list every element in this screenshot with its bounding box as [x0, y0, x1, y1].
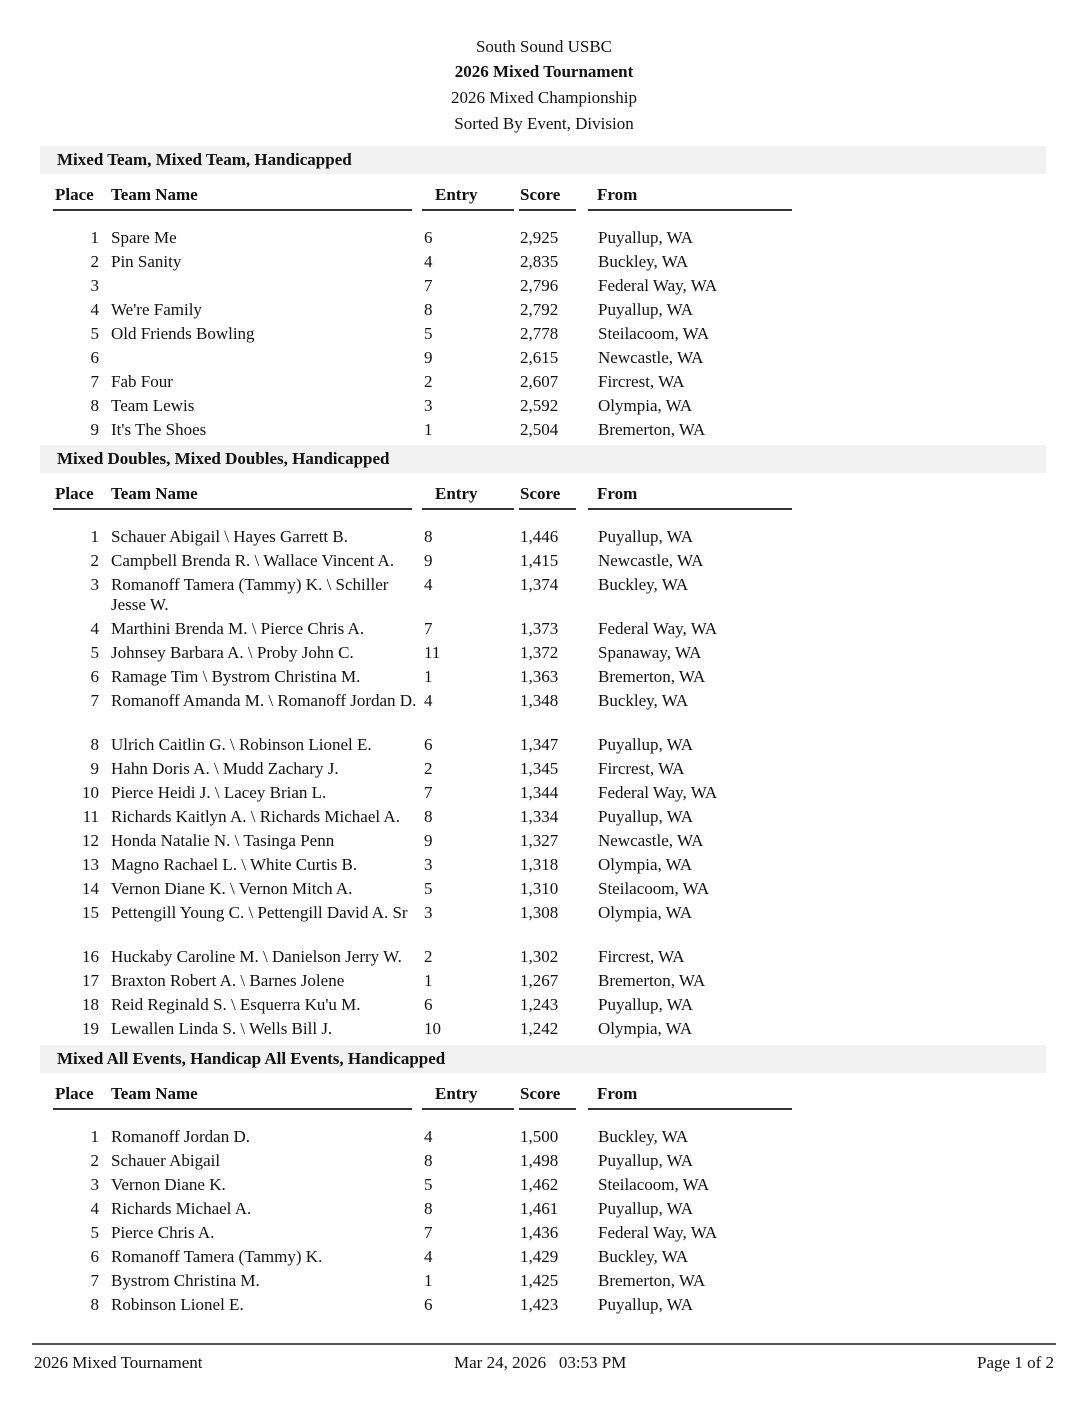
team-name-cell: Fab Four [111, 372, 173, 391]
place-cell: 3 [90, 575, 99, 594]
from-cell: Puyallup, WA [598, 228, 694, 247]
team-name-cell: We're Family [111, 300, 202, 319]
footer-timestamp: Mar 24, 2026 03:53 PM [454, 1353, 627, 1372]
team-name-cell: Huckaby Caroline M. \ Danielson Jerry W. [111, 947, 402, 966]
team-name-cell: Campbell Brenda R. \ Wallace Vincent A. [111, 551, 395, 570]
entry-cell: 11 [424, 643, 441, 662]
from-cell: Steilacoom, WA [598, 324, 710, 343]
entry-cell: 3 [424, 855, 433, 874]
section-title: Mixed All Events, Handicap All Events, Handicapped [57, 1049, 446, 1068]
place-cell: 8 [90, 735, 99, 754]
from-cell: Olympia, WA [598, 903, 693, 922]
entry-cell: 8 [424, 807, 433, 826]
from-cell: Fircrest, WA [598, 372, 685, 391]
column-header-score: Score [520, 484, 561, 503]
score-cell: 2,607 [520, 372, 559, 391]
score-cell: 2,778 [520, 324, 559, 343]
from-cell: Puyallup, WA [598, 807, 694, 826]
place-cell: 3 [90, 1175, 99, 1194]
from-cell: Newcastle, WA [598, 348, 704, 367]
score-cell: 1,462 [520, 1175, 559, 1194]
team-name-cell: Richards Kaitlyn A. \ Richards Michael A. [111, 807, 400, 826]
score-cell: 2,835 [520, 252, 559, 271]
entry-cell: 7 [424, 783, 433, 802]
column-header-row [0, 1084, 1088, 1114]
from-cell: Federal Way, WA [598, 1223, 718, 1242]
from-cell: Puyallup, WA [598, 735, 694, 754]
score-cell: 1,446 [520, 527, 559, 546]
score-cell: 1,302 [520, 947, 559, 966]
team-name-cell: Team Lewis [111, 396, 195, 415]
place-cell: 1 [90, 1127, 99, 1146]
place-cell: 8 [90, 1295, 99, 1314]
team-name-cell: Bystrom Christina M. [111, 1271, 260, 1290]
score-cell: 2,796 [520, 276, 559, 295]
score-cell: 1,461 [520, 1199, 559, 1218]
score-cell: 1,308 [520, 903, 559, 922]
column-header-score: Score [520, 185, 561, 204]
place-cell: 2 [90, 252, 99, 271]
entry-cell: 1 [424, 971, 433, 990]
place-cell: 6 [90, 667, 99, 686]
from-cell: Steilacoom, WA [598, 879, 710, 898]
score-cell: 1,429 [520, 1247, 559, 1266]
team-name-cell: Schauer Abigail \ Hayes Garrett B. [111, 527, 348, 546]
from-cell: Buckley, WA [598, 1127, 689, 1146]
team-name-cell: Romanoff Amanda M. \ Romanoff Jordan D. [111, 691, 417, 710]
column-underline [519, 209, 576, 211]
column-header-row [0, 185, 1088, 215]
entry-cell: 6 [424, 228, 433, 247]
place-cell: 8 [90, 396, 99, 415]
column-header-entry: Entry [435, 484, 478, 503]
entry-cell: 2 [424, 372, 433, 391]
team-name-cell: Vernon Diane K. [111, 1175, 226, 1194]
column-underline [53, 1108, 412, 1110]
footer-title: 2026 Mixed Tournament [34, 1353, 203, 1372]
team-name-cell: Honda Natalie N. \ Tasinga Penn [111, 831, 335, 850]
team-name-cell: Spare Me [111, 228, 177, 247]
from-cell: Buckley, WA [598, 1247, 689, 1266]
score-cell: 1,363 [520, 667, 559, 686]
team-name-cell: Magno Rachael L. \ White Curtis B. [111, 855, 358, 874]
team-name-cell: Braxton Robert A. \ Barnes Jolene [111, 971, 345, 990]
column-header-from: From [597, 1084, 638, 1103]
column-header-row [0, 484, 1088, 514]
from-cell: Olympia, WA [598, 855, 693, 874]
place-cell: 5 [90, 643, 99, 662]
section-title: Mixed Team, Mixed Team, Handicapped [57, 150, 352, 169]
from-cell: Puyallup, WA [598, 995, 694, 1014]
column-underline [422, 508, 514, 510]
entry-cell: 4 [424, 1247, 433, 1266]
entry-cell: 8 [424, 1151, 433, 1170]
score-cell: 1,500 [520, 1127, 559, 1146]
section-header [40, 445, 1046, 473]
org-name: South Sound USBC [475, 37, 613, 56]
score-cell: 1,372 [520, 643, 559, 662]
place-cell: 1 [90, 527, 99, 546]
place-cell: 1 [90, 228, 99, 247]
entry-cell: 5 [424, 879, 433, 898]
score-cell: 1,345 [520, 759, 559, 778]
from-cell: Newcastle, WA [598, 831, 704, 850]
entry-cell: 7 [424, 1223, 433, 1242]
column-header-from: From [597, 484, 638, 503]
column-header-place: Place [55, 185, 94, 204]
section-header [40, 146, 1046, 174]
from-cell: Bremerton, WA [598, 667, 706, 686]
place-cell: 6 [90, 1247, 99, 1266]
score-cell: 1,374 [520, 575, 559, 594]
team-name-cell: Johnsey Barbara A. \ Proby John C. [111, 643, 354, 662]
championship-title: 2026 Mixed Championship [450, 88, 638, 107]
from-cell: Olympia, WA [598, 1019, 693, 1038]
place-cell: 4 [90, 619, 99, 638]
entry-cell: 6 [424, 1295, 433, 1314]
from-cell: Steilacoom, WA [598, 1175, 710, 1194]
score-cell: 2,615 [520, 348, 559, 367]
from-cell: Puyallup, WA [598, 300, 694, 319]
team-name-cell: Pierce Chris A. [111, 1223, 215, 1242]
team-name-cell: Ulrich Caitlin G. \ Robinson Lionel E. [111, 735, 372, 754]
column-header-entry: Entry [435, 1084, 478, 1103]
from-cell: Puyallup, WA [598, 1199, 694, 1218]
column-header-team-name: Team Name [111, 1084, 198, 1103]
score-cell: 1,318 [520, 855, 559, 874]
entry-cell: 2 [424, 947, 433, 966]
from-cell: Bremerton, WA [598, 1271, 706, 1290]
team-name-cell: Romanoff Jordan D. [111, 1127, 250, 1146]
team-name-cell: Schauer Abigail [111, 1151, 221, 1170]
team-name-cell: Vernon Diane K. \ Vernon Mitch A. [111, 879, 353, 898]
team-name-cell: Romanoff Tamera (Tammy) K. \ Schiller Jesse W. [111, 575, 389, 614]
column-underline [53, 508, 412, 510]
entry-cell: 5 [424, 1175, 433, 1194]
entry-cell: 5 [424, 324, 433, 343]
place-cell: 3 [90, 276, 99, 295]
score-cell: 1,243 [520, 995, 559, 1014]
place-cell: 18 [82, 995, 99, 1014]
score-cell: 1,415 [520, 551, 559, 570]
entry-cell: 6 [424, 995, 433, 1014]
column-header-place: Place [55, 1084, 94, 1103]
score-cell: 1,334 [520, 807, 559, 826]
entry-cell: 1 [424, 420, 433, 439]
place-cell: 5 [90, 324, 99, 343]
from-cell: Buckley, WA [598, 575, 689, 594]
entry-cell: 4 [424, 1127, 433, 1146]
team-name-cell: Pin Sanity [111, 252, 182, 271]
place-cell: 5 [90, 1223, 99, 1242]
entry-cell: 10 [424, 1019, 441, 1038]
entry-cell: 4 [424, 252, 433, 271]
score-cell: 2,592 [520, 396, 559, 415]
from-cell: Buckley, WA [598, 691, 689, 710]
place-cell: 2 [90, 551, 99, 570]
place-cell: 11 [82, 807, 99, 826]
from-cell: Bremerton, WA [598, 420, 706, 439]
from-cell: Puyallup, WA [598, 1151, 694, 1170]
score-cell: 1,425 [520, 1271, 559, 1290]
place-cell: 17 [82, 971, 99, 990]
column-header-score: Score [520, 1084, 561, 1103]
score-cell: 1,267 [520, 971, 559, 990]
from-cell: Puyallup, WA [598, 1295, 694, 1314]
place-cell: 7 [90, 372, 99, 391]
entry-cell: 3 [424, 903, 433, 922]
score-cell: 2,792 [520, 300, 559, 319]
from-cell: Fircrest, WA [598, 759, 685, 778]
score-cell: 1,242 [520, 1019, 559, 1038]
column-underline [422, 209, 514, 211]
team-name-cell: Robinson Lionel E. [111, 1295, 244, 1314]
place-cell: 19 [82, 1019, 99, 1038]
section-title: Mixed Doubles, Mixed Doubles, Handicapped [57, 449, 390, 468]
from-cell: Federal Way, WA [598, 276, 718, 295]
place-cell: 9 [90, 420, 99, 439]
from-cell: Fircrest, WA [598, 947, 685, 966]
place-cell: 4 [90, 1199, 99, 1218]
place-cell: 2 [90, 1151, 99, 1170]
column-underline [588, 1108, 792, 1110]
from-cell: Puyallup, WA [598, 527, 694, 546]
column-header-from: From [597, 185, 638, 204]
team-name-cell: Marthini Brenda M. \ Pierce Chris A. [111, 619, 365, 638]
place-cell: 7 [90, 691, 99, 710]
place-cell: 15 [82, 903, 99, 922]
team-name-cell: Reid Reginald S. \ Esquerra Ku'u M. [111, 995, 361, 1014]
score-cell: 2,925 [520, 228, 559, 247]
column-underline [519, 508, 576, 510]
score-cell: 1,436 [520, 1223, 559, 1242]
team-name-cell: It's The Shoes [111, 420, 207, 439]
from-cell: Buckley, WA [598, 252, 689, 271]
column-underline [588, 508, 792, 510]
score-cell: 1,373 [520, 619, 559, 638]
place-cell: 7 [90, 1271, 99, 1290]
place-cell: 12 [82, 831, 99, 850]
place-cell: 14 [82, 879, 99, 898]
section-header [40, 1045, 1046, 1073]
team-name-cell: Ramage Tim \ Bystrom Christina M. [111, 667, 361, 686]
entry-cell: 6 [424, 735, 433, 754]
score-cell: 1,327 [520, 831, 559, 850]
entry-cell: 7 [424, 276, 433, 295]
entry-cell: 8 [424, 300, 433, 319]
footer-page-number: Page 1 of 2 [977, 1353, 1054, 1372]
team-name-cell: Hahn Doris A. \ Mudd Zachary J. [111, 759, 339, 778]
score-cell: 1,498 [520, 1151, 559, 1170]
team-name-cell: Lewallen Linda S. \ Wells Bill J. [111, 1019, 333, 1038]
team-name-cell: Romanoff Tamera (Tammy) K. [111, 1247, 323, 1266]
place-cell: 16 [82, 947, 99, 966]
entry-cell: 9 [424, 831, 433, 850]
entry-cell: 7 [424, 619, 433, 638]
from-cell: Olympia, WA [598, 396, 693, 415]
entry-cell: 2 [424, 759, 433, 778]
tournament-title: 2026 Mixed Tournament [454, 62, 634, 81]
from-cell: Newcastle, WA [598, 551, 704, 570]
score-cell: 1,347 [520, 735, 559, 754]
column-header-team-name: Team Name [111, 484, 198, 503]
entry-cell: 8 [424, 1199, 433, 1218]
entry-cell: 8 [424, 527, 433, 546]
column-underline [422, 1108, 514, 1110]
score-cell: 2,504 [520, 420, 559, 439]
team-name-cell: Richards Michael A. [111, 1199, 252, 1218]
from-cell: Bremerton, WA [598, 971, 706, 990]
entry-cell: 4 [424, 575, 433, 594]
place-cell: 13 [82, 855, 99, 874]
footer-divider [32, 1343, 1056, 1345]
column-header-entry: Entry [435, 185, 478, 204]
place-cell: 9 [90, 759, 99, 778]
column-underline [588, 209, 792, 211]
entry-cell: 1 [424, 1271, 433, 1290]
column-underline [519, 1108, 576, 1110]
score-cell: 1,310 [520, 879, 559, 898]
score-cell: 1,344 [520, 783, 559, 802]
column-header-team-name: Team Name [111, 185, 198, 204]
entry-cell: 1 [424, 667, 433, 686]
team-name-cell: Pierce Heidi J. \ Lacey Brian L. [111, 783, 327, 802]
team-name-cell: Old Friends Bowling [111, 324, 255, 343]
place-cell: 4 [90, 300, 99, 319]
from-cell: Federal Way, WA [598, 619, 718, 638]
score-cell: 1,348 [520, 691, 559, 710]
score-cell: 1,423 [520, 1295, 559, 1314]
from-cell: Federal Way, WA [598, 783, 718, 802]
team-name-cell: Pettengill Young C. \ Pettengill David A. Sr [111, 903, 408, 922]
entry-cell: 4 [424, 691, 433, 710]
entry-cell: 3 [424, 396, 433, 415]
column-header-place: Place [55, 484, 94, 503]
column-underline [53, 209, 412, 211]
sort-description: Sorted By Event, Division [454, 114, 634, 133]
place-cell: 10 [82, 783, 99, 802]
place-cell: 6 [90, 348, 99, 367]
from-cell: Spanaway, WA [598, 643, 702, 662]
entry-cell: 9 [424, 551, 433, 570]
entry-cell: 9 [424, 348, 433, 367]
